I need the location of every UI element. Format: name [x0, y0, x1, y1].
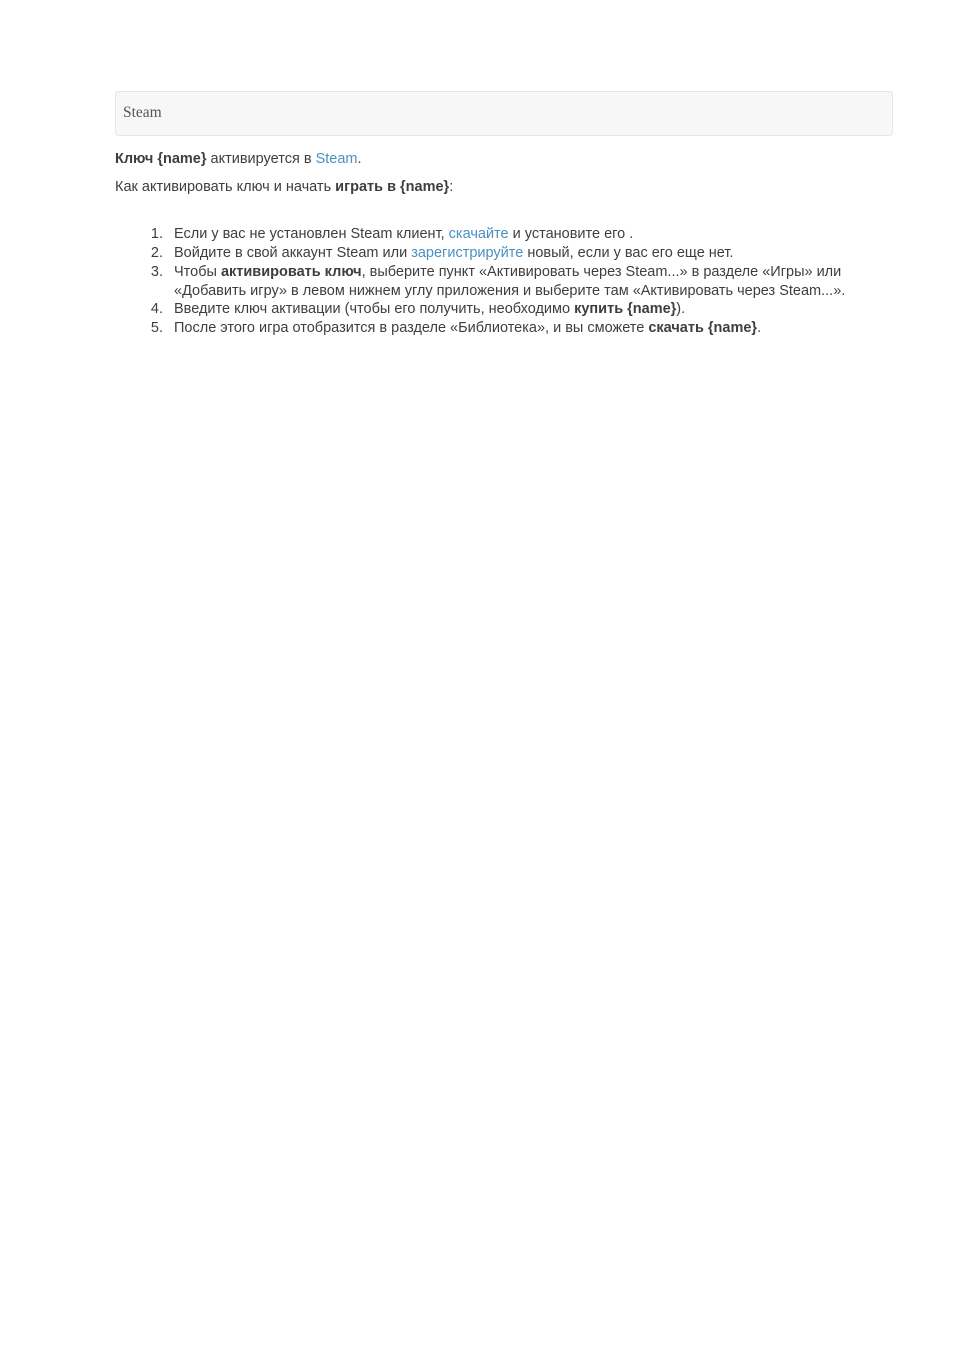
step-item-1 — [115, 225, 875, 244]
text-segment: Как активировать ключ и начать — [115, 178, 336, 195]
text-segment: новый, если у вас его еще нет. — [523, 245, 734, 262]
step-item-3 — [115, 263, 875, 300]
text-segment: После этого игра отобразится в разделе «Библиотека», и вы сможете — [174, 319, 649, 336]
inline-link[interactable]: скачайте — [448, 226, 509, 243]
inline-link[interactable]: Steam — [315, 151, 358, 167]
step-item-2 — [115, 244, 875, 263]
activation-steps-list — [115, 225, 875, 337]
panel-header — [115, 91, 893, 136]
text-segment: . — [357, 151, 362, 167]
step-item-5 — [115, 319, 875, 338]
bold-text: купить {name} — [574, 301, 677, 318]
text-segment: . — [757, 319, 762, 336]
text-segment: активируется в — [206, 151, 316, 167]
bold-text: Ключ {name} — [115, 151, 207, 167]
bold-text: активировать ключ — [220, 263, 362, 280]
text-segment: ). — [676, 301, 686, 318]
text-segment: Чтобы — [174, 263, 221, 280]
text-segment: Войдите в свой аккаунт Steam или — [174, 245, 412, 262]
text-segment: и установите его . — [508, 226, 634, 243]
panel-title: Steam — [123, 104, 162, 121]
text-segment: , выберите пункт «Активировать через Steam...» в разделе «Игры» или «Добавить игру» в левом нижнем углу приложения и выберите там «Активировать через Steam...». — [174, 263, 846, 299]
howto-paragraph — [115, 178, 893, 197]
bold-text: играть в {name} — [335, 178, 450, 195]
panel-body — [115, 136, 893, 338]
text-segment: : — [449, 178, 454, 195]
text-segment: Если у вас не установлен Steam клиент, — [174, 226, 449, 243]
inline-link[interactable]: зарегистрируйте — [411, 245, 524, 262]
bold-text: скачать {name} — [648, 319, 758, 336]
key-activation-paragraph — [115, 150, 893, 169]
steam-activation-panel — [115, 91, 893, 338]
text-segment: Введите ключ активации (чтобы его получить, необходимо — [174, 301, 575, 318]
step-item-4 — [115, 300, 875, 319]
